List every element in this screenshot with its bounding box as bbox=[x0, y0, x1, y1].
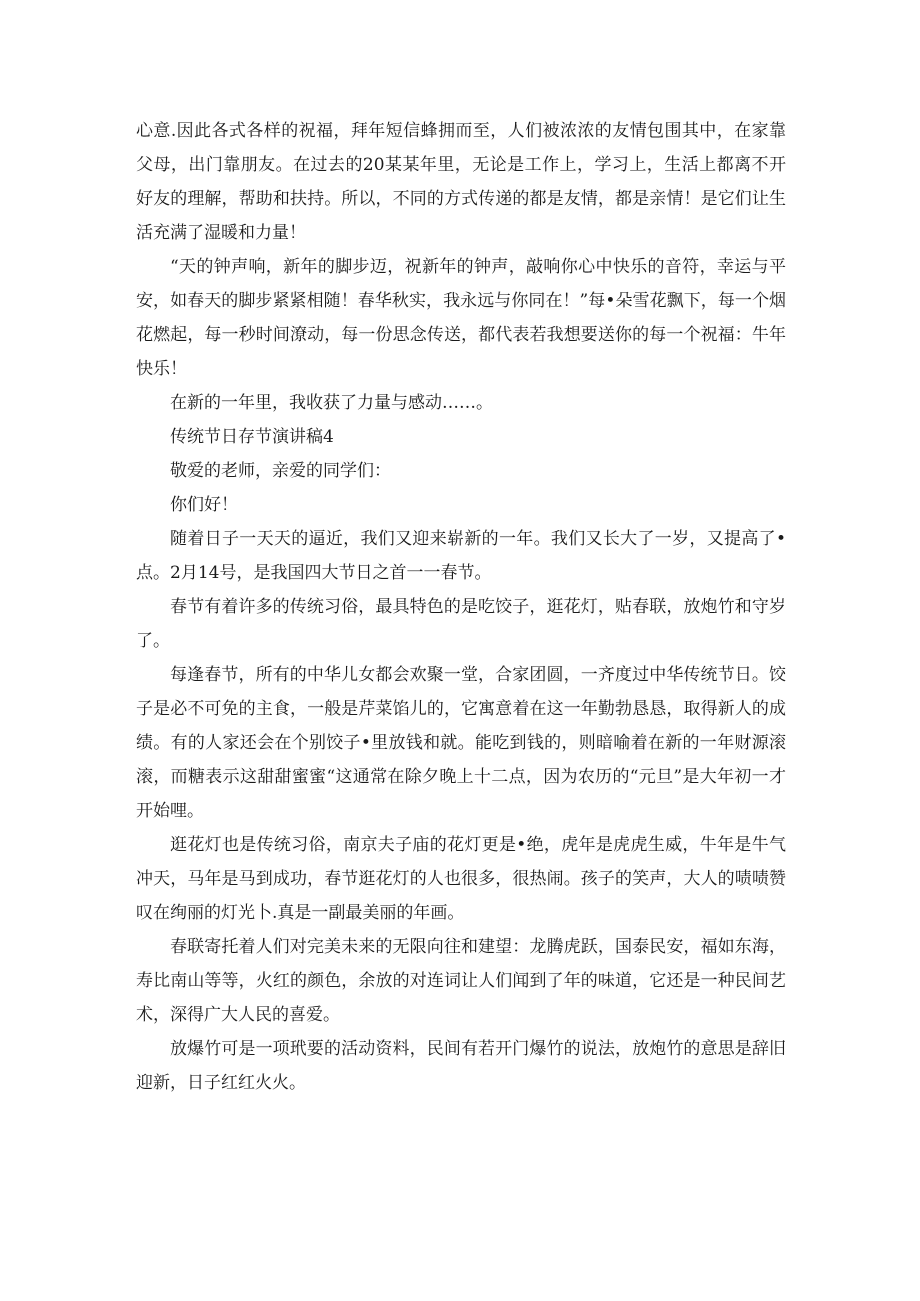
salutation: 敬爱的老师，亲爱的同学们： bbox=[170, 461, 391, 481]
section-heading: 传统节日存节演讲稿4 bbox=[170, 427, 334, 447]
paragraph: 逛花灯也是传统习俗，南京夫子庙的花灯更是•绝，虎年是虎虎生威，牛年是牛气冲天，马年是马到成功，春节逛花灯的人也很多，很热闹。孩子的笑声，大人的啧啧赞叹在绚丽的灯光卜.真是一副最美丽的年画。 bbox=[136, 835, 786, 923]
paragraph: 在新的一年里，我收获了力量与感动……。 bbox=[170, 393, 493, 413]
paragraph: “天的钟声响，新年的脚步迈，祝新年的钟声，敲响你心中快乐的音符，幸运与平安，如春天的脚步紧紧相随！春华秋实，我永远与你同在！”每•朵雪花飘下，每一个烟花燃起，每一秒时间潦动，每一份思念传送，都代表若我想要送你的每一个祝福：牛年快乐！ bbox=[136, 257, 786, 379]
paragraph: 每逢春节，所有的中华儿女都会欢聚一堂，合家团圆，一齐度过中华传统节日。饺子是必不可免的主食，一般是芹菜馅儿的，它寓意着在这一年勤勃恳恳，取得新人的成绩。有的人家还会在个别饺子•里放钱和就。能吃到钱的，则暗喻着在新的一年财源滚滚，而糖表示这甜甜蜜蜜“这通常在除夕晚上十二点，因为农历的“元旦”是大年初一才开始哩。 bbox=[136, 665, 786, 821]
paragraph: 随着日子一天天的逼近，我们又迎来崭新的一年。我们又长大了一岁，又提高了•点。2月14号，是我国四大节日之首一一春节。 bbox=[136, 529, 786, 583]
greeting: 你们好！ bbox=[170, 495, 238, 515]
document-body bbox=[136, 114, 786, 1100]
paragraph: 心意.因此各式各样的祝福，拜年短信蜂拥而至，人们被浓浓的友情包围其中，在家靠父母，出门靠朋友。在过去的20某某年里，无论是工作上，学习上，生活上都离不开好友的理解，帮助和扶持。所以，不同的方式传递的都是友情，都是亲情！是它们让生活充满了湿暖和力量！ bbox=[136, 121, 786, 243]
paragraph: 放爆竹可是一项玳要的活动资料，民间有若开门爆竹的说法，放炮竹的意思是辞旧迎新，日子红红火火。 bbox=[136, 1039, 786, 1093]
paragraph: 春联寄托着人们对完美未来的无限向往和建望：龙腾虎跃，国泰民安，福如东海，寿比南山等等，火红的颜色，余放的对连词让人们闻到了年的味道，它还是一种民间艺术，深得广大人民的喜爱。 bbox=[136, 937, 786, 1025]
paragraph: 春节有着许多的传统习俗，最具特色的是吃饺子，逛花灯，贴春联，放炮竹和守岁了。 bbox=[136, 597, 786, 651]
